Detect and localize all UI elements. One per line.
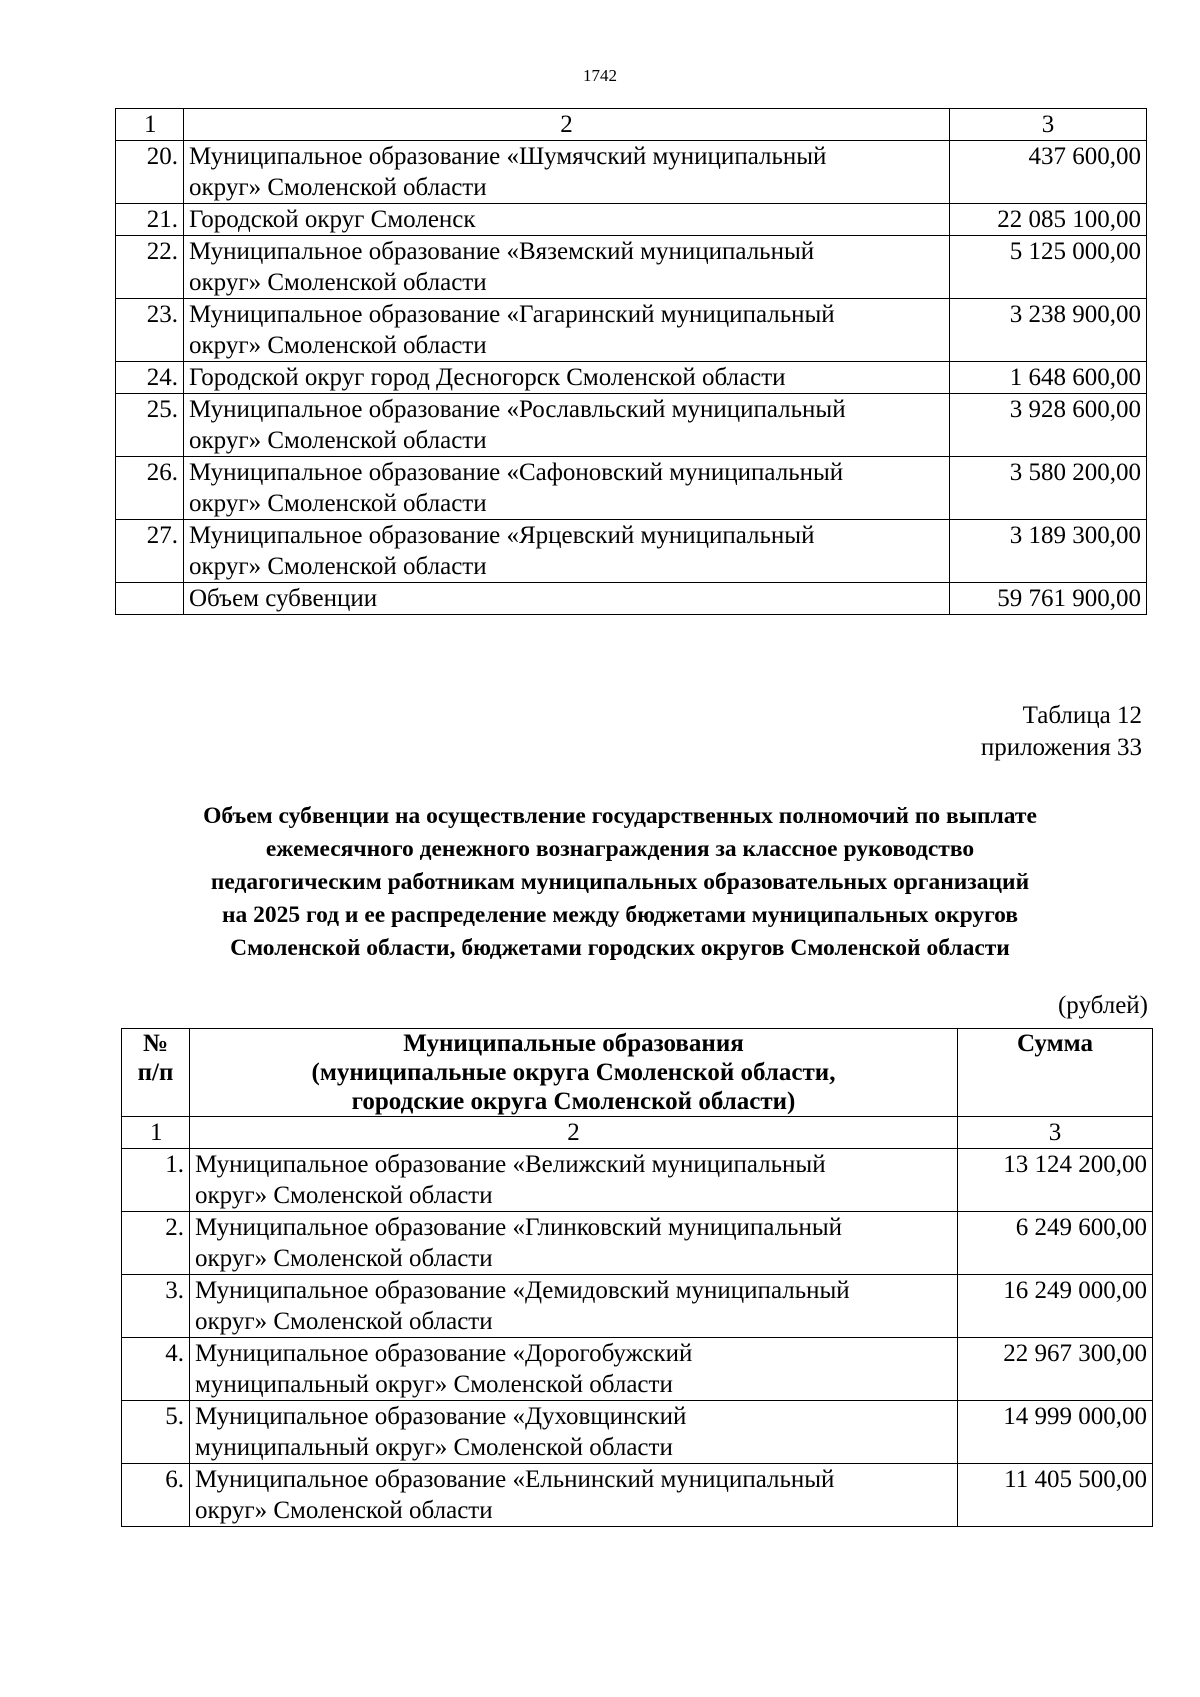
table-row: [122, 1149, 1153, 1212]
row-number: 26.: [116, 457, 184, 520]
municipality-name-line: округ» Смоленской области: [195, 1308, 493, 1335]
municipality-name-line: Муниципальное образование «Духовщинский: [195, 1403, 687, 1430]
column-number: 2: [184, 109, 950, 141]
column-number: 3: [950, 109, 1147, 141]
subvention-table-continued: [115, 108, 1147, 615]
table-body: [122, 1029, 1153, 1527]
municipality-name-line: округ» Смоленской области: [189, 553, 487, 580]
municipality-name: [190, 1149, 958, 1212]
table-row: [116, 204, 1147, 236]
table-row: [122, 1212, 1153, 1275]
municipality-name-line: Муниципальное образование «Гагаринский муниципальный: [189, 301, 835, 328]
municipality-name-line: округ» Смоленской области: [195, 1182, 493, 1209]
amount: 437 600,00: [950, 141, 1147, 204]
municipality-name-line: муниципальный округ» Смоленской области: [195, 1371, 673, 1398]
table-row: [116, 141, 1147, 204]
title-line: ежемесячного денежного вознаграждения за классное руководство: [265, 836, 975, 862]
municipality-name-line: Муниципальное образование «Вяземский муниципальный: [189, 238, 815, 265]
total-label: Объем субвенции: [184, 583, 950, 615]
table-caption-line: приложения 33: [980, 734, 1142, 761]
amount: 14 999 000,00: [958, 1401, 1153, 1464]
municipality-name-line: муниципальный округ» Смоленской области: [195, 1434, 673, 1461]
municipality-name-line: округ» Смоленской области: [189, 427, 487, 454]
column-number: 1: [122, 1117, 190, 1149]
title-line: педагогическим работникам муниципальных образовательных организаций: [210, 869, 1030, 895]
table-row: [116, 236, 1147, 299]
amount: 3 580 200,00: [950, 457, 1147, 520]
table-caption-line: Таблица 12: [1022, 702, 1142, 729]
amount: 5 125 000,00: [950, 236, 1147, 299]
header-municipality-line: (муниципальные округа Смоленской области,: [311, 1059, 836, 1086]
table-row: [116, 394, 1147, 457]
table-row: [116, 520, 1147, 583]
row-number: 21.: [116, 204, 184, 236]
municipality-name: [184, 520, 950, 583]
header-num-line: п/п: [137, 1059, 174, 1086]
municipality-name-line: Муниципальное образование «Демидовский муниципальный: [195, 1277, 850, 1304]
municipality-name-line: Муниципальное образование «Ельнинский муниципальный: [195, 1466, 835, 1493]
amount: 22 967 300,00: [958, 1338, 1153, 1401]
municipality-name: [184, 204, 950, 236]
municipality-name: [190, 1275, 958, 1338]
table-header-row: [122, 1029, 1153, 1117]
amount: 3 238 900,00: [950, 299, 1147, 362]
amount: 3 928 600,00: [950, 394, 1147, 457]
column-number: 1: [116, 109, 184, 141]
amount: 6 249 600,00: [958, 1212, 1153, 1275]
table-row: [116, 299, 1147, 362]
table-body: [116, 109, 1147, 615]
municipality-name: [184, 141, 950, 204]
table-row: [122, 1338, 1153, 1401]
amount: 13 124 200,00: [958, 1149, 1153, 1212]
header-municipality-line: Муниципальные образования: [403, 1030, 744, 1057]
municipality-name: [190, 1212, 958, 1275]
municipality-name: [184, 299, 950, 362]
row-number: 2.: [122, 1212, 190, 1275]
municipality-name-line: Муниципальное образование «Рославльский муниципальный: [189, 396, 846, 423]
table-row: [122, 1464, 1153, 1527]
title-line: Объем субвенции на осуществление государственных полномочий по выплате: [203, 803, 1037, 829]
subvention-table: [121, 1028, 1153, 1527]
total-amount: 59 761 900,00: [950, 583, 1147, 615]
title-line: Смоленской области, бюджетами городских округов Смоленской области: [230, 935, 1010, 961]
municipality-name-line: Муниципальное образование «Ярцевский муниципальный: [189, 522, 815, 549]
row-number: 20.: [116, 141, 184, 204]
amount: 3 189 300,00: [950, 520, 1147, 583]
column-number: 2: [190, 1117, 958, 1149]
municipality-name: [184, 394, 950, 457]
municipality-name-line: округ» Смоленской области: [195, 1245, 493, 1272]
header-num-line: №: [142, 1030, 169, 1057]
header-municipality: [190, 1029, 958, 1117]
municipality-name-line: Муниципальное образование «Велижский муниципальный: [195, 1151, 826, 1178]
municipality-name: [190, 1338, 958, 1401]
table-caption: [981, 700, 1142, 764]
amount: 11 405 500,00: [958, 1464, 1153, 1527]
municipality-name-line: Муниципальное образование «Шумячский муниципальный: [189, 143, 827, 170]
municipality-name-line: округ» Смоленской области: [189, 332, 487, 359]
table-row: [122, 1401, 1153, 1464]
header-num: [122, 1029, 190, 1117]
municipality-name: [184, 457, 950, 520]
municipality-name: [184, 236, 950, 299]
empty-cell: [116, 583, 184, 615]
table-row: [122, 1275, 1153, 1338]
row-number: 27.: [116, 520, 184, 583]
row-number: 3.: [122, 1275, 190, 1338]
row-number: 4.: [122, 1338, 190, 1401]
document-title: [100, 800, 1140, 965]
total-row: [116, 583, 1147, 615]
municipality-name-line: округ» Смоленской области: [195, 1497, 493, 1524]
row-number: 6.: [122, 1464, 190, 1527]
column-number: 3: [958, 1117, 1153, 1149]
table-row: [116, 457, 1147, 520]
column-number-row: [122, 1117, 1153, 1149]
amount: 16 249 000,00: [958, 1275, 1153, 1338]
page-number: 1742: [583, 66, 617, 85]
municipality-name-line: округ» Смоленской области: [189, 490, 487, 517]
row-number: 22.: [116, 236, 184, 299]
municipality-name: [184, 362, 950, 394]
municipality-name-line: Муниципальное образование «Дорогобужский: [195, 1340, 693, 1367]
column-number-row: [116, 109, 1147, 141]
municipality-name: [190, 1464, 958, 1527]
municipality-name-line: Городской округ город Десногорск Смоленской области: [189, 364, 786, 391]
municipality-name-line: Городской округ Смоленск: [189, 206, 476, 233]
municipality-name: [190, 1401, 958, 1464]
municipality-name-line: округ» Смоленской области: [189, 269, 487, 296]
row-number: 25.: [116, 394, 184, 457]
table-row: [116, 362, 1147, 394]
municipality-name-line: округ» Смоленской области: [189, 174, 487, 201]
row-number: 5.: [122, 1401, 190, 1464]
header-sum: Сумма: [958, 1029, 1153, 1117]
row-number: 1.: [122, 1149, 190, 1212]
row-number: 24.: [116, 362, 184, 394]
row-number: 23.: [116, 299, 184, 362]
amount: 22 085 100,00: [950, 204, 1147, 236]
amount: 1 648 600,00: [950, 362, 1147, 394]
header-municipality-line: городские округа Смоленской области): [351, 1088, 796, 1115]
municipality-name-line: Муниципальное образование «Глинковский муниципальный: [195, 1214, 842, 1241]
title-line: на 2025 год и ее распределение между бюджетами муниципальных округов: [221, 902, 1019, 928]
municipality-name-line: Муниципальное образование «Сафоновский муниципальный: [189, 459, 844, 486]
units-label: (рублей): [1057, 992, 1148, 1019]
